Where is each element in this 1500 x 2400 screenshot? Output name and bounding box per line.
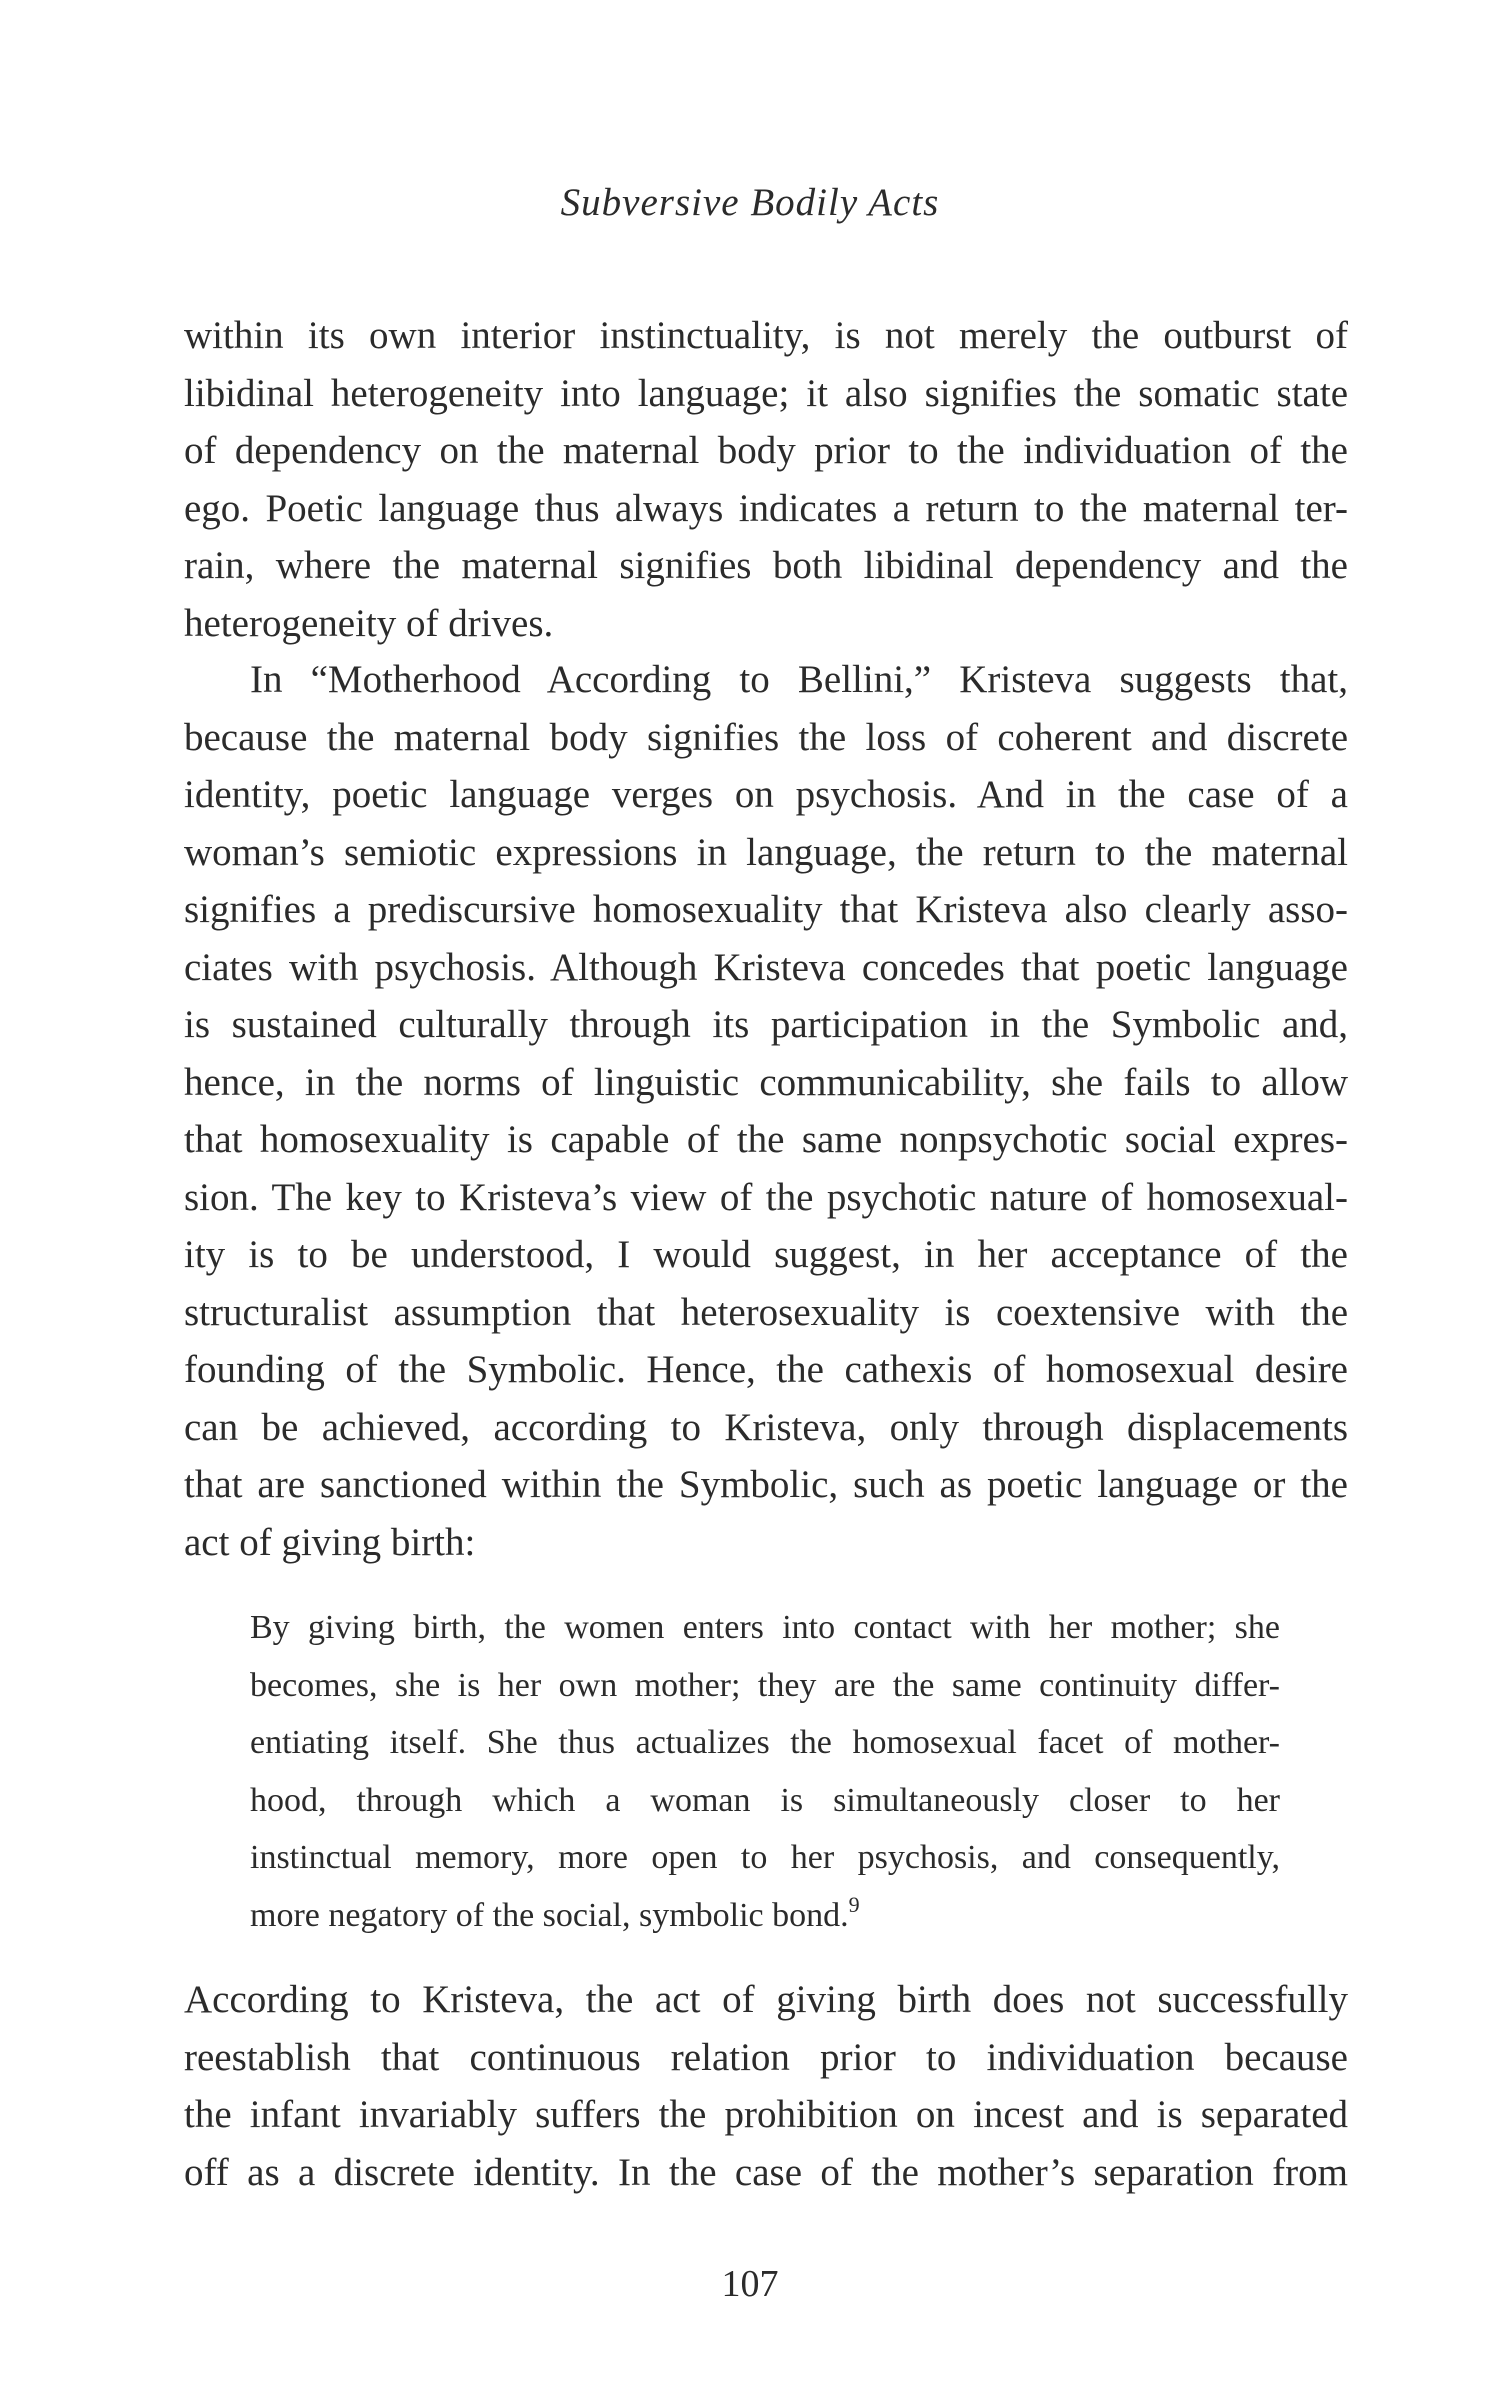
text-line: founding of the Symbolic. Hence, the cathexis of homosexual desire (184, 1348, 1348, 1391)
text-line: ciates with psychosis. Although Kristeva concedes that poetic language (184, 945, 1348, 989)
text-line: identity, poetic language verges on psychosis. And in the case of a (184, 773, 1348, 816)
paragraph-1 (184, 307, 1348, 652)
text-line: sion. The key to Kristeva’s view of the psychotic nature of homosexual- (184, 1175, 1348, 1219)
quote-line: becomes, she is her own mother; they are the same continuity differ- (250, 1666, 1280, 1704)
text-line: ego. Poetic language thus always indicates a return to the maternal ter- (184, 486, 1348, 530)
text-line: structuralist assumption that heterosexuality is coextensive with the (184, 1290, 1348, 1334)
text-line: woman’s semiotic expressions in language, the return to the maternal (184, 830, 1348, 874)
text-line: because the maternal body signifies the loss of coherent and discrete (184, 715, 1348, 759)
text-line: hence, in the norms of linguistic communicability, she fails to allow (184, 1060, 1348, 1104)
quote-line: By giving birth, the women enters into contact with her mother; she (250, 1609, 1280, 1646)
text-line: that homosexuality is capable of the same nonpsychotic social expres- (184, 1118, 1348, 1161)
page-number: 107 (721, 2263, 779, 2305)
text-line: act of giving birth: (184, 1520, 476, 1564)
text-line: of dependency on the maternal body prior to the individuation of the (184, 429, 1348, 472)
text-line: that are sanctioned within the Symbolic, such as poetic language or the (184, 1463, 1348, 1506)
text-line: According to Kristeva, the act of giving birth does not successfully (184, 1978, 1348, 2021)
paragraph-3 (184, 1971, 1348, 2201)
block-quote (250, 1599, 1280, 1944)
text-line: ity is to be understood, I would suggest, in her acceptance of the (184, 1233, 1348, 1276)
text-line: rain, where the maternal signifies both libidinal dependency and the (184, 544, 1348, 587)
paragraph-2 (184, 651, 1348, 1571)
text-line: is sustained culturally through its participation in the Symbolic and, (184, 1003, 1348, 1046)
running-head-title: Subversive Bodily Acts (560, 181, 940, 224)
text-line: heterogeneity of drives. (184, 601, 554, 645)
quote-line: hood, through which a woman is simultaneously closer to her (250, 1781, 1280, 1819)
quote-line-text: more negatory of the social, symbolic bond. (250, 1896, 849, 1934)
quote-line: instinctual memory, more open to her psychosis, and consequently, (250, 1839, 1280, 1876)
text-line: off as a discrete identity. In the case of the mother’s separation from (184, 2150, 1348, 2194)
text-line: the infant invariably suffers the prohibition on incest and is separated (184, 2093, 1348, 2136)
text-line: reestablish that continuous relation prior to individuation because (184, 2035, 1348, 2079)
text-line: In “Motherhood According to Bellini,” Kristeva suggests that, (250, 658, 1348, 701)
text-line: can be achieved, according to Kristeva, only through displacements (184, 1405, 1348, 1449)
footnote-reference[interactable]: 9 (848, 1891, 860, 1917)
text-line: libidinal heterogeneity into language; it also signifies the somatic state (184, 371, 1348, 415)
quote-line-last (250, 1887, 1280, 1945)
quote-line: entiating itself. She thus actualizes the homosexual facet of mother- (250, 1724, 1280, 1761)
text-line: within its own interior instinctuality, is not merely the outburst of (184, 314, 1348, 357)
text-line: signifies a prediscursive homosexuality that Kristeva also clearly asso- (184, 888, 1348, 931)
